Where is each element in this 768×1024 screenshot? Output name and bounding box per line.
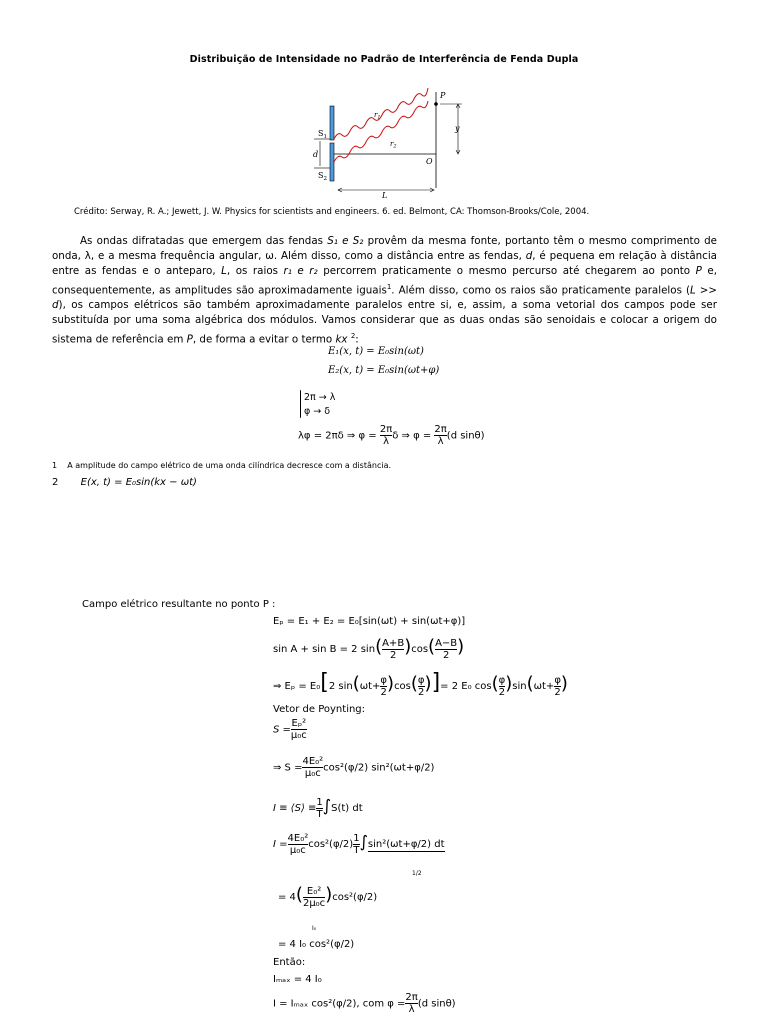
label-o: O <box>426 157 433 166</box>
i0-annotation: I₀ <box>312 925 317 932</box>
label-l: L <box>382 191 388 200</box>
eq-i-final-form: = 4 I₀ cos²(φ/2) <box>278 939 355 950</box>
label-d: d <box>313 150 319 159</box>
eq-imax: Iₘₐₓ = 4 I₀ <box>273 974 322 985</box>
page-title: Distribuição de Intensidade no Padrão de Interferência de Fenda Dupla <box>189 54 579 65</box>
lower-slit-barrier <box>330 143 334 181</box>
ray-r2 <box>334 101 428 162</box>
system-line2: φ → δ <box>304 406 331 417</box>
figure-credit: Crédito: Serway, R. A.; Jewett, J. W. Physics for scientists and engineers. 6. ed. Belmont, CA: Thomson-Brooks/Cole, 2004. <box>74 207 590 217</box>
eq-i0-form: = 4( $\frac{\text{E₀²}}{\text{2μ₀c}}$ )cos²(φ/2) <box>278 884 378 909</box>
eq-intensity-expanded: I = $\frac{\text{4E₀²}}{\text{μ₀c}}$ cos²(φ/2) $\frac{1}{T}$ ∫sin²(ωt+φ/2) dt <box>273 832 445 856</box>
eq-ep-sum: Eₚ = E₁ + E₂ = E₀[sin(ωt) + sin(ωt+φ)] <box>273 616 466 627</box>
eq-sum-identity: sin A + sin B = 2 sin( $\frac{A+B}{2}$ )cos( $\frac{A-B}{2}$ ) <box>273 636 465 661</box>
equation-e1: E₁(x, t) = E₀sin(ωt) <box>328 346 424 357</box>
poynting-heading: Vetor de Poynting: <box>273 704 366 715</box>
label-p: P <box>440 91 446 100</box>
half-annotation: 1/2 <box>412 870 422 877</box>
eq-intensity-def: I ≡ ⟨S⟩ ≡ $\frac{1}{T}$ ∫S(t) dt <box>273 796 363 820</box>
eq-final: I = Iₘₐₓ cos²(φ/2), com φ = $\frac{2\pi}{\lambda}$ (d sinθ) <box>273 992 456 1015</box>
eq-s-expanded: ⇒ S = $\frac{\text{4E₀²}}{\text{μ₀c}}$ cos²(φ/2) sin²(ωt+φ/2) <box>273 756 435 779</box>
eq-ep-result: ⇒ Eₚ = E₀[2 sin(ωt+ $\frac{\varphi}{2}$ )cos( $\frac{\varphi}{2}$ )]= 2 E₀ cos( $\frac{\varphi}{2}$ )sin(ωt+ $\frac{\varphi}{2}$ ) <box>273 670 568 698</box>
double-slit-diagram <box>310 86 470 202</box>
label-y: y <box>455 124 460 133</box>
label-s2: $S_2$ <box>318 171 327 182</box>
phase-relation: λφ = 2πδ ⇒ φ = $\frac{2\pi}{\lambda}$ δ ⇒ φ = $\frac{2\pi}{\lambda}$ (d sinθ) <box>298 424 485 447</box>
system-brace <box>300 390 301 418</box>
body-paragraph: As ondas difratadas que emergem das fendas S₁ e S₂ provêm da mesma fonte, portanto têm o mesmo comprimento de onda, λ, e a mesma frequência angular, ω. Além disso, como a distância entre as fendas, d, é pequena em relação à distância entre as fendas e o anteparo, L, os raios r₁ e r₂ percorrem praticamente o mesmo percurso até chegarem ao ponto P e, consequentemente, as amplitudes são aproximadamente iguais$^1$. Além disso, como os raios são praticamente paralelos (L >> d), os campos elétricos são também aproximadamente paralelos entre si, e, assim, a soma vetorial dos campos pode ser substituída por uma soma algébrica dos módulos. Vamos considerar que as duas ondas são senoidais e colocar a origem do sistema de referência em P, de forma a evitar o termo kx $^2$: <box>52 235 717 346</box>
label-r1: $r_1$ <box>374 111 381 121</box>
label-s1: $S_1$ <box>318 129 327 140</box>
section2-intro: Campo elétrico resultante no ponto P : <box>82 599 276 610</box>
eq-s-def: S = $\frac{\text{Eₚ²}}{\text{μ₀c}}$ <box>273 718 307 741</box>
system-line1: 2π → λ <box>304 392 336 403</box>
footnote-1: 1 A amplitude do campo elétrico de uma onda cilíndrica decresce com a distância. <box>52 461 392 470</box>
ray-r1 <box>334 88 428 139</box>
footnote-2: 2 E(x, t) = E₀sin(kx − ωt) <box>52 477 197 488</box>
upper-slit-barrier <box>330 106 334 140</box>
entao-label: Então: <box>273 957 306 968</box>
label-r2: $r_2$ <box>390 140 397 150</box>
equation-e2: E₂(x, t) = E₀sin(ωt+φ) <box>328 365 440 376</box>
